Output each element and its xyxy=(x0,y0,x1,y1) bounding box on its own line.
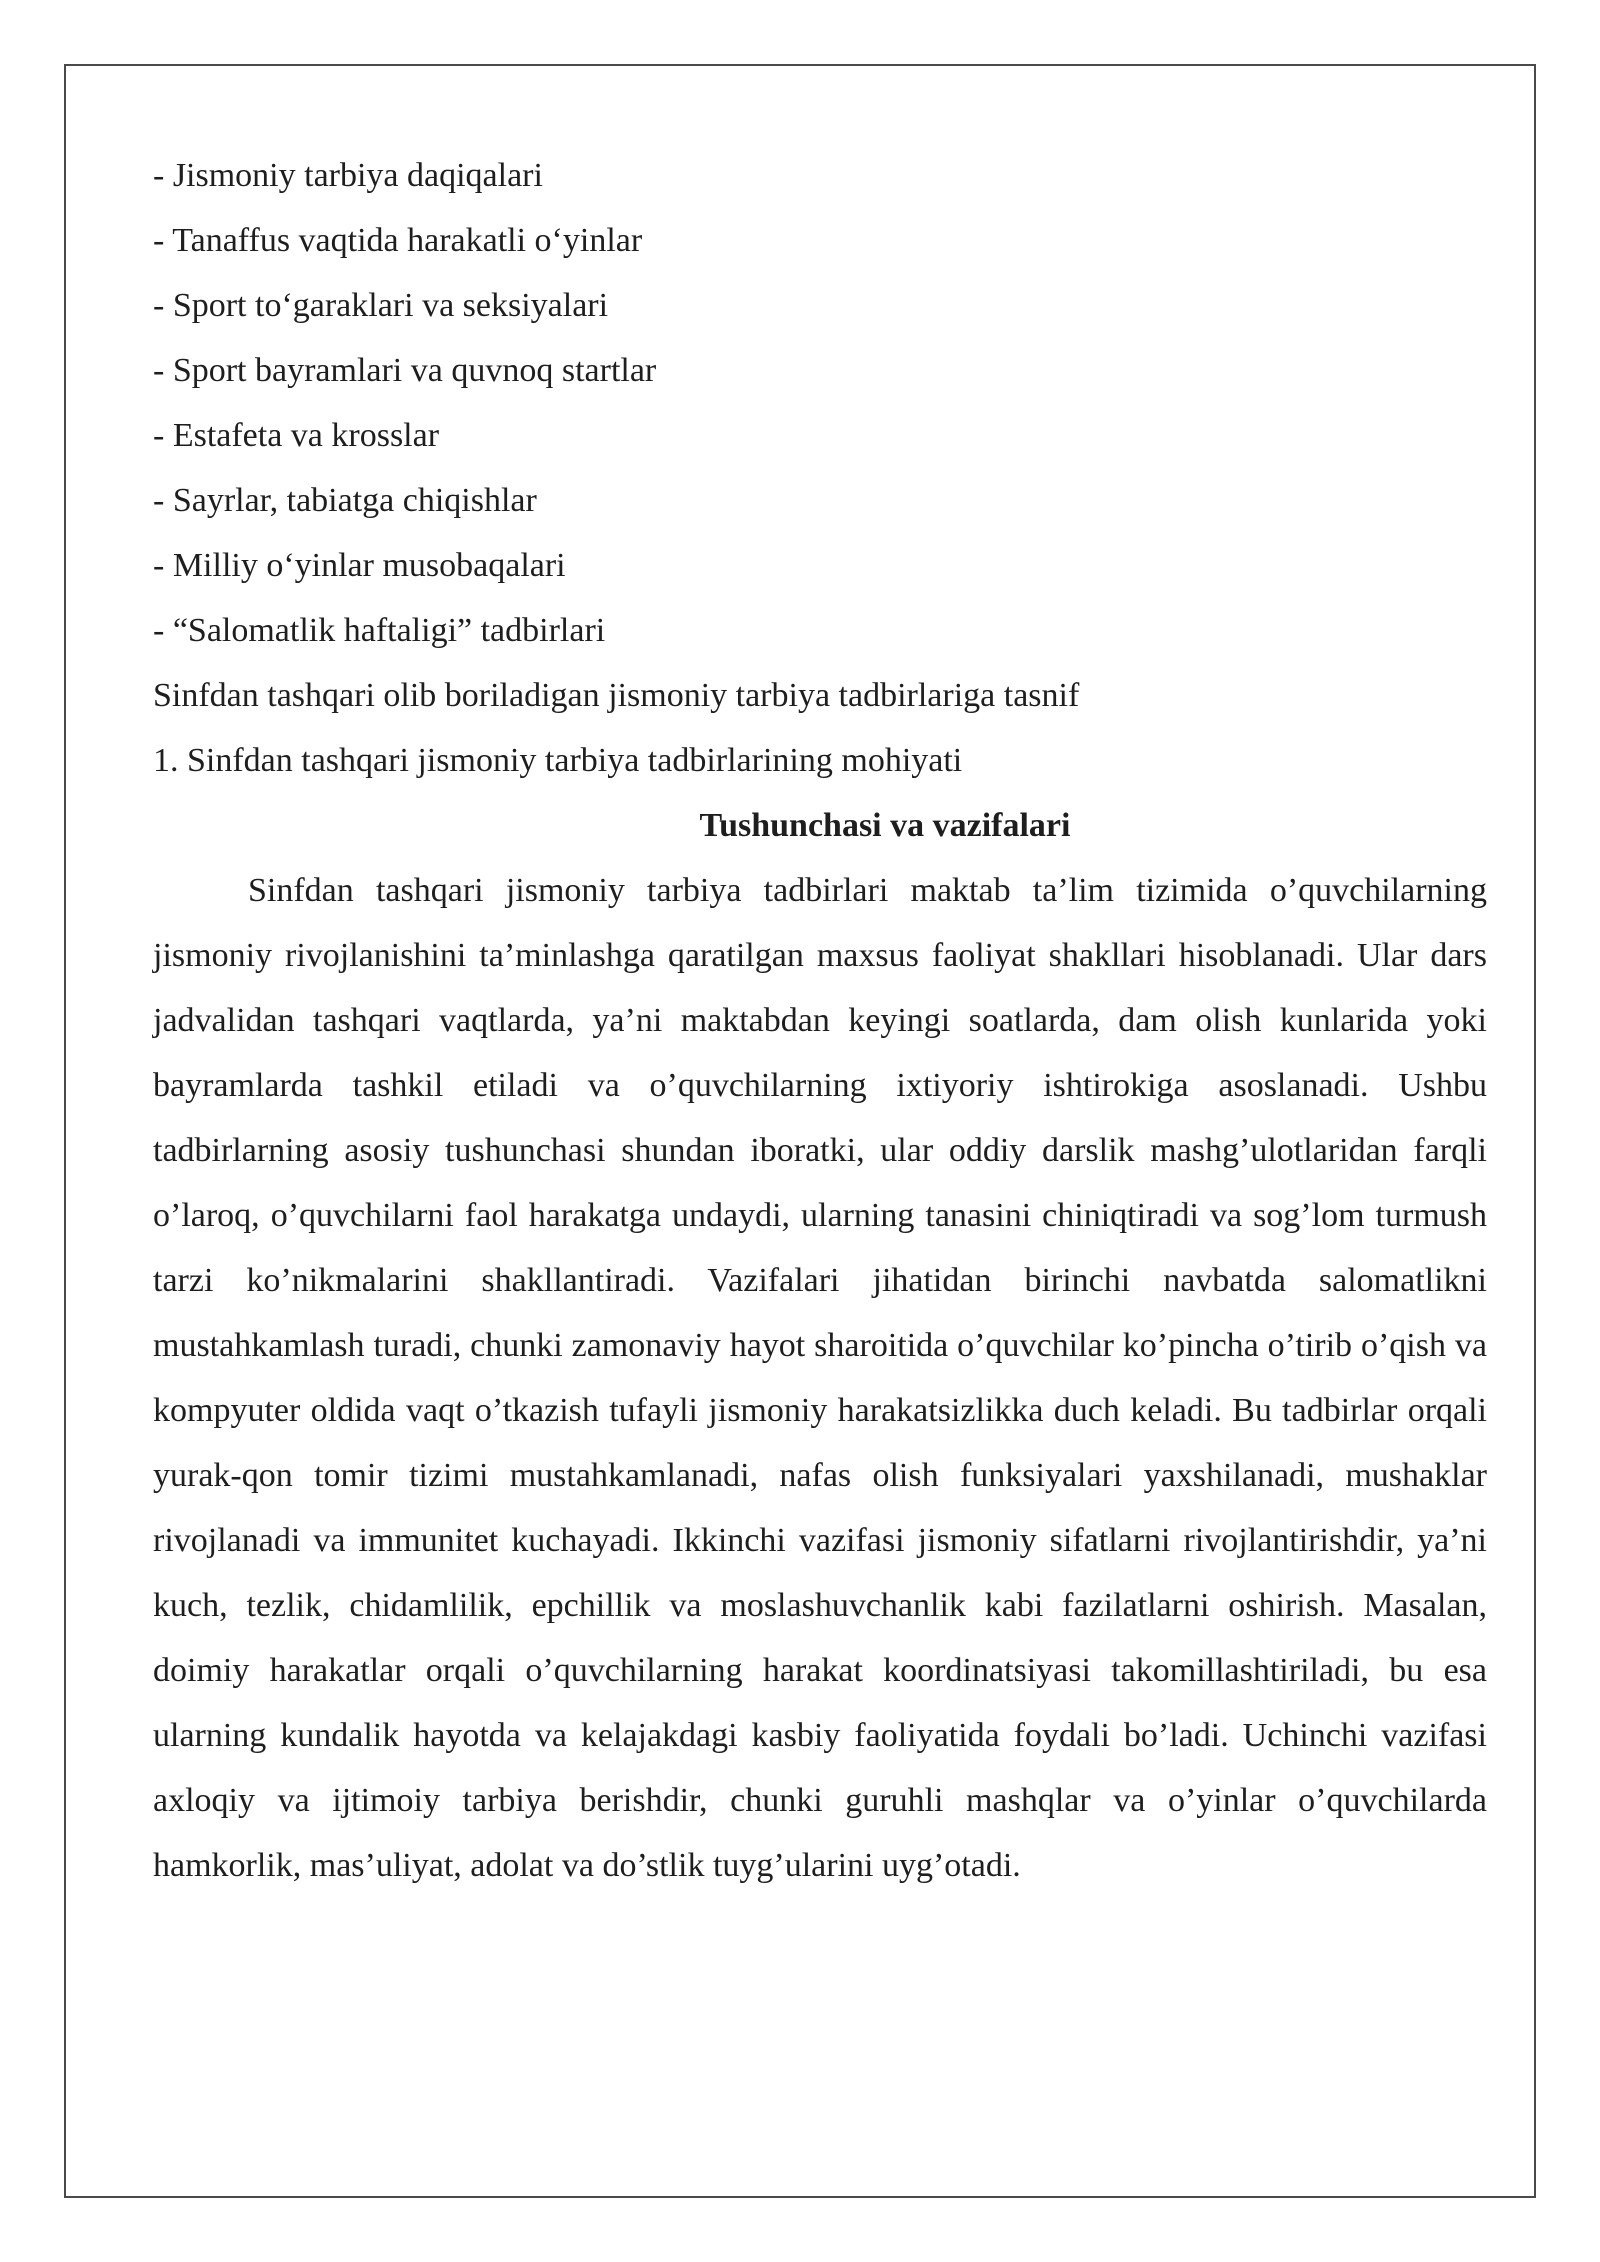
list-item: - Milliy o‘yinlar musobaqalari xyxy=(153,547,566,584)
document-body xyxy=(153,143,1487,1898)
subheading: Tushunchasi va vazifalari xyxy=(699,807,1071,844)
body-paragraph: Sinfdan tashqari jismoniy tarbiya tadbirlari maktab ta’lim tizimida o’quvchilarning jismoniy rivojlanishini ta’minlashga qaratilgan maxsus faoliyat shakllari hisoblanadi. Ular dars jadvalidan tashqari vaqtlarda, ya’ni maktabdan keyingi soatlarda, dam olish kunlarida yoki bayramlarda tashkil etiladi va o’quvchilarning ixtiyoriy ishtirokiga asoslanadi. Ushbu tadbirlarning asosiy tushunchasi shundan iboratki, ular oddiy darslik mashg’ulotlaridan farqli o’laroq, o’quvchilarni faol harakatga undaydi, ularning tanasini chiniqtiradi va sog’lom turmush tarzi ko’nikmalarini shakllantiradi. Vazifalari jihatidan birinchi navbatda salomatlikni mustahkamlash turadi, chunki zamonaviy hayot sharoitida o’quvchilar ko’pincha o’tirib o’qish va kompyuter oldida vaqt o’tkazish tufayli jismoniy harakatsizlikka duch keladi. Bu tadbirlar orqali yurak-qon tomir tizimi mustahkamlanadi, nafas olish funksiyalari yaxshilanadi, mushaklar rivojlanadi va immunitet kuchayadi. Ikkinchi vazifasi jismoniy sifatlarni rivojlantirishdir, ya’ni kuch, tezlik, chidamlilik, epchillik va moslashuvchanlik kabi fazilatlarni oshirish. Masalan, doimiy harakatlar orqali o’quvchilarning harakat koordinatsiyasi takomillashtiriladi, bu esa ularning kundalik hayotda va kelajakdagi kasbiy faoliyatida foydali bo’ladi. Uchinchi vazifasi axloqiy va ijtimoiy tarbiya berishdir, chunki guruhli mashqlar va o’yinlar o’quvchilarda hamkorlik, mas’uliyat, adolat va do’stlik tuyg’ularini uyg’otadi. xyxy=(153,872,1487,1884)
activity-list xyxy=(153,143,1487,663)
list-item: - Sport to‘garaklari va seksiyalari xyxy=(153,287,609,324)
list-item: - Jismoniy tarbiya daqiqalari xyxy=(153,157,543,194)
list-item: - Sayrlar, tabiatga chiqishlar xyxy=(153,482,537,519)
classification-line: Sinfdan tashqari olib boriladigan jismoniy tarbiya tadbirlariga tasnif xyxy=(153,677,1080,714)
list-item: - Tanaffus vaqtida harakatli o‘yinlar xyxy=(153,222,643,259)
list-item: - Sport bayramlari va quvnoq startlar xyxy=(153,352,657,389)
list-item: - Estafeta va krosslar xyxy=(153,417,440,454)
list-item: - “Salomatlik haftaligi” tadbirlari xyxy=(153,612,606,649)
section-title: 1. Sinfdan tashqari jismoniy tarbiya tadbirlarining mohiyati xyxy=(153,742,963,779)
